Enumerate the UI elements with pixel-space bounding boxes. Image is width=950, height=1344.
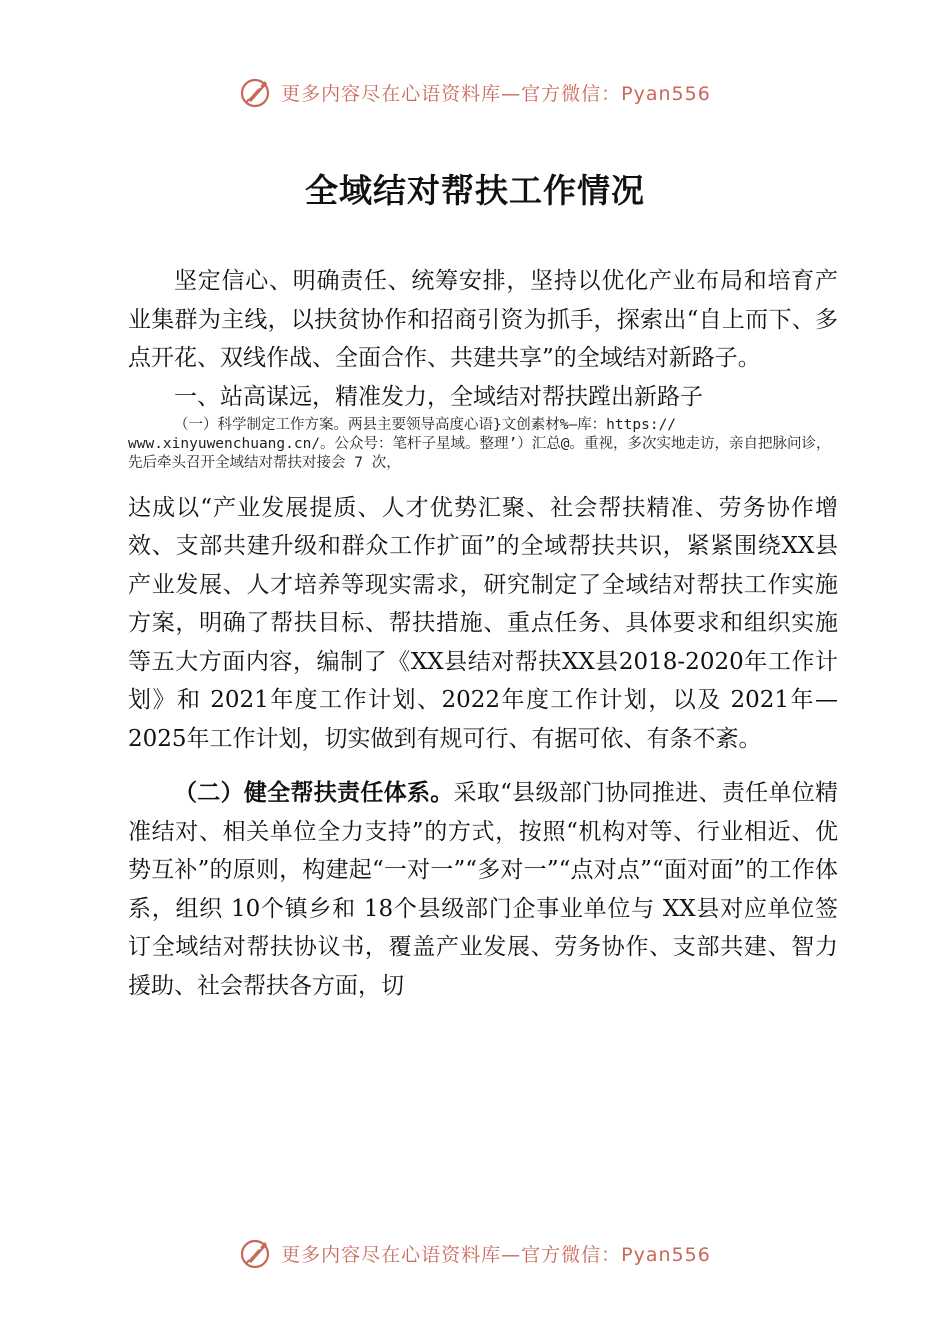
- body-paragraph: 达成以“产业发展提质、人才优势汇聚、社会帮扶精准、劳务协作增效、支部共建升级和群众工作扩面”的全域帮扶共识，紧紧围绕XX县产业发展、人才培养等现实需求，研究制定了全域结对帮扶工作实施方案，明确了帮扶目标、帮扶措施、重点任务、具体要求和组织实施等五大方面内容，编制了《XX县结对帮扶XX县2018-2020年工作计划》和 2021年度工作计划、2022年度工作计划，以及 2021年—2025年工作计划，切实做到有规可行、有据可依、有条不紊。: [128, 494, 838, 752]
- document-body: [128, 262, 838, 1005]
- subsection-lead: （二）健全帮扶责任体系。: [174, 780, 454, 806]
- document-title: 全域结对帮扶工作情况: [305, 171, 645, 210]
- subsection-text: 采取“县级部门协同推进、责任单位精准结对、相关单位全力支持”的方式，按照“机构对等、行业相近、优势互补”的原则，构建起“一对一”“多对一”“点对点”“面对面”的工作体系，组织 10个镇乡和 18个县级部门企事业单位与 XX县对应单位签订全域结对帮扶协议书，覆盖产业发展、劳务协作、支部共建、智力援助、社会帮扶各方面，切: [128, 780, 838, 999]
- intro-paragraph: 坚定信心、明确责任、统筹安排，坚持以优化产业布局和培育产业集群为主线，以扶贫协作和招商引资为抓手，探索出“自上而下、多点开花、双线作战、全面合作、共建共享”的全域结对新路子。: [128, 268, 838, 371]
- section-heading: 一、站高谋远，精准发力，全域结对帮扶蹚出新路子: [174, 383, 703, 410]
- header-watermark: [0, 72, 950, 112]
- watermark-text: 更多内容尽在心语资料库—官方微信：Pyan556: [281, 1243, 711, 1266]
- body-paragraph-2: [128, 774, 838, 1005]
- footer-watermark: [0, 1233, 950, 1273]
- quill-logo-icon: [239, 75, 273, 109]
- watermark-text: 更多内容尽在心语资料库—官方微信：Pyan556: [281, 82, 711, 105]
- inserted-note: （一）科学制定工作方案。两县主要领导高度心语}文创素材%—库：https:// www.xinyuwenchuang.cn/。公众号：笔杆子星域。整理’）汇总@。重视，多次实地走访，亲自把脉问诊，先后牵头召开全域结对帮扶对接会 7 次，: [128, 416, 831, 471]
- quill-logo-icon: [239, 1236, 273, 1270]
